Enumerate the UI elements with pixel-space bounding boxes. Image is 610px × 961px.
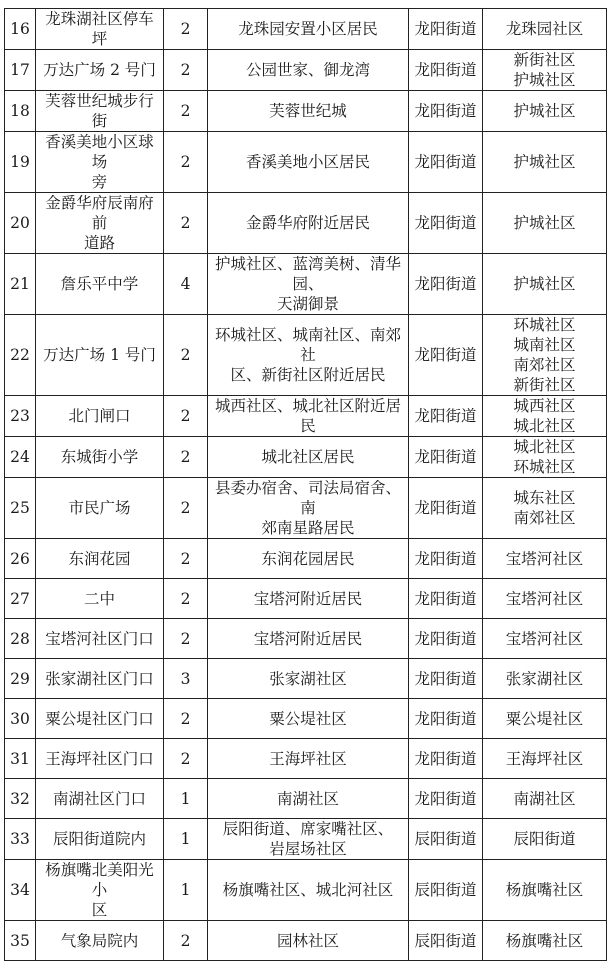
comm-line: 环城社区 — [513, 458, 576, 476]
loc-line: 万达广场 1 号门 — [43, 346, 156, 364]
row-number: 34 — [5, 860, 36, 921]
loc-line: 区 — [91, 901, 108, 919]
street-cell: 龙阳街道 — [409, 315, 483, 396]
loc-line: 杨旗嘴北美阳光小 — [45, 861, 154, 899]
table-row — [5, 50, 607, 91]
table-row — [5, 91, 607, 132]
location-cell — [36, 819, 164, 860]
row-number: 16 — [5, 9, 36, 50]
res-line: 东润花园居民 — [261, 549, 355, 568]
street-cell: 龙阳街道 — [409, 50, 483, 91]
row-number: 21 — [5, 254, 36, 315]
comm-line: 护城社区 — [513, 71, 576, 89]
comm-line: 城北社区 — [513, 417, 576, 435]
comm-line: 护城社区 — [513, 102, 576, 120]
table-row — [5, 619, 607, 659]
community-cell — [483, 396, 607, 437]
location-cell — [36, 779, 164, 819]
location-cell — [36, 50, 164, 91]
res-line: 郊南星路居民 — [261, 519, 355, 537]
comm-line: 城南社区 — [513, 336, 576, 354]
table-row — [5, 699, 607, 739]
row-number: 28 — [5, 619, 36, 659]
row-number: 26 — [5, 539, 36, 579]
res-line: 王海坪社区 — [269, 749, 347, 768]
table-row — [5, 739, 607, 779]
location-cell — [36, 396, 164, 437]
comm-line: 宝塔河社区 — [505, 549, 584, 568]
table-row — [5, 315, 607, 396]
table-row — [5, 579, 607, 619]
res-line: 园林社区 — [276, 931, 339, 950]
table-row — [5, 9, 607, 50]
street-cell: 龙阳街道 — [409, 739, 483, 779]
loc-line: 龙珠湖社区停车坪 — [45, 10, 154, 48]
location-cell — [36, 699, 164, 739]
comm-line: 南郊社区 — [513, 509, 576, 527]
street-cell: 辰阳街道 — [409, 819, 483, 860]
comm-line: 新街社区 — [513, 51, 576, 69]
count-cell: 3 — [164, 659, 208, 699]
community-cell — [483, 91, 607, 132]
table-row — [5, 437, 607, 478]
community-cell — [483, 254, 607, 315]
street-cell: 辰阳街道 — [409, 860, 483, 921]
table-row — [5, 478, 607, 539]
res-line: 护城社区、蓝湾美树、清华园、 — [214, 255, 401, 293]
community-cell — [483, 739, 607, 779]
location-cell — [36, 739, 164, 779]
table-row — [5, 193, 607, 254]
res-line: 岩屋场社区 — [269, 840, 347, 858]
table-row — [5, 921, 607, 961]
count-cell: 1 — [164, 779, 208, 819]
loc-line: 南湖社区门口 — [52, 789, 146, 808]
community-cell — [483, 193, 607, 254]
street-cell: 龙阳街道 — [409, 699, 483, 739]
table-body — [5, 9, 607, 961]
residents-cell — [208, 921, 409, 961]
row-number: 30 — [5, 699, 36, 739]
res-line: 辰阳街道、席家嘴社区、 — [222, 820, 394, 838]
res-line: 杨旗嘴社区、城北河社区 — [222, 881, 394, 899]
loc-line: 市民广场 — [68, 499, 131, 517]
row-number: 27 — [5, 579, 36, 619]
loc-line: 万达广场 2 号门 — [43, 61, 156, 79]
residents-cell — [208, 539, 409, 579]
count-cell: 2 — [164, 9, 208, 50]
row-number: 29 — [5, 659, 36, 699]
count-cell: 2 — [164, 739, 208, 779]
community-cell — [483, 699, 607, 739]
comm-line: 宝塔河社区 — [505, 589, 584, 608]
res-line: 环城社区、城南社区、南郊社 — [214, 326, 401, 364]
community-cell — [483, 860, 607, 921]
count-cell: 2 — [164, 539, 208, 579]
loc-line: 王海坪社区门口 — [45, 749, 154, 768]
comm-line: 环城社区 — [513, 316, 576, 334]
row-number: 31 — [5, 739, 36, 779]
residents-cell — [208, 9, 409, 50]
street-cell: 龙阳街道 — [409, 437, 483, 478]
loc-line: 张家湖社区门口 — [45, 669, 154, 688]
community-cell — [483, 9, 607, 50]
street-cell: 龙阳街道 — [409, 579, 483, 619]
street-cell: 龙阳街道 — [409, 132, 483, 193]
residents-cell — [208, 619, 409, 659]
loc-line: 东城街小学 — [60, 448, 139, 466]
residents-cell — [208, 193, 409, 254]
comm-line: 护城社区 — [513, 214, 576, 232]
community-cell — [483, 619, 607, 659]
count-cell: 2 — [164, 478, 208, 539]
res-line: 天湖御景 — [276, 295, 339, 313]
table-row — [5, 539, 607, 579]
res-line: 金爵华府附近居民 — [245, 214, 370, 232]
table-row — [5, 254, 607, 315]
street-cell: 龙阳街道 — [409, 396, 483, 437]
residents-cell — [208, 579, 409, 619]
street-cell: 龙阳街道 — [409, 539, 483, 579]
count-cell: 2 — [164, 699, 208, 739]
street-cell: 龙阳街道 — [409, 91, 483, 132]
residents-cell — [208, 478, 409, 539]
comm-line: 宝塔河社区 — [505, 629, 584, 648]
row-number: 23 — [5, 396, 36, 437]
location-cell — [36, 254, 164, 315]
loc-line: 香溪美地小区球场 — [45, 133, 154, 171]
res-line: 南湖社区 — [276, 789, 339, 808]
community-cell — [483, 132, 607, 193]
community-cell — [483, 539, 607, 579]
community-cell — [483, 579, 607, 619]
residents-cell — [208, 819, 409, 860]
res-line: 香溪美地小区居民 — [245, 153, 370, 171]
count-cell: 2 — [164, 91, 208, 132]
comm-line: 护城社区 — [513, 275, 576, 293]
residents-cell — [208, 132, 409, 193]
residents-cell — [208, 315, 409, 396]
table-row — [5, 132, 607, 193]
loc-line: 道路 — [83, 234, 115, 252]
row-number: 32 — [5, 779, 36, 819]
location-cell — [36, 921, 164, 961]
residents-cell — [208, 739, 409, 779]
community-cell — [483, 921, 607, 961]
residents-cell — [208, 91, 409, 132]
count-cell: 1 — [164, 819, 208, 860]
count-cell: 2 — [164, 50, 208, 91]
count-cell: 2 — [164, 437, 208, 478]
street-cell: 龙阳街道 — [409, 779, 483, 819]
residents-cell — [208, 699, 409, 739]
res-line: 张家湖社区 — [269, 669, 347, 688]
comm-line: 杨旗嘴社区 — [505, 931, 584, 950]
loc-line: 詹乐平中学 — [60, 275, 139, 293]
residents-cell — [208, 437, 409, 478]
location-cell — [36, 437, 164, 478]
residents-cell — [208, 860, 409, 921]
res-line: 龙珠园安置小区居民 — [238, 20, 378, 38]
street-cell: 辰阳街道 — [409, 921, 483, 961]
res-line: 区、新街社区附近居民 — [230, 366, 386, 384]
count-cell: 2 — [164, 579, 208, 619]
row-number: 20 — [5, 193, 36, 254]
row-number: 24 — [5, 437, 36, 478]
residents-cell — [208, 779, 409, 819]
res-line: 城西社区、城北社区附近居民 — [214, 397, 401, 435]
comm-line: 城西社区 — [513, 397, 576, 415]
location-cell — [36, 315, 164, 396]
street-cell: 龙阳街道 — [409, 619, 483, 659]
comm-line: 张家湖社区 — [505, 669, 584, 688]
location-cell — [36, 659, 164, 699]
count-cell: 2 — [164, 396, 208, 437]
res-line: 城北社区居民 — [261, 448, 355, 466]
community-cell — [483, 50, 607, 91]
table-row — [5, 860, 607, 921]
residents-cell — [208, 254, 409, 315]
count-cell: 2 — [164, 315, 208, 396]
community-cell — [483, 779, 607, 819]
loc-line: 芙蓉世纪城步行街 — [45, 92, 154, 130]
residents-cell — [208, 396, 409, 437]
comm-line: 龙珠园社区 — [505, 20, 584, 38]
res-line: 宝塔河附近居民 — [253, 589, 363, 608]
row-number: 18 — [5, 91, 36, 132]
loc-line: 气象局院内 — [60, 931, 139, 950]
table-row — [5, 396, 607, 437]
res-line: 公园世家、御龙湾 — [245, 61, 370, 79]
count-cell: 2 — [164, 193, 208, 254]
location-cell — [36, 619, 164, 659]
location-cell — [36, 9, 164, 50]
comm-line: 王海坪社区 — [505, 749, 584, 768]
street-cell: 龙阳街道 — [409, 478, 483, 539]
street-cell: 龙阳街道 — [409, 254, 483, 315]
community-cell — [483, 819, 607, 860]
site-table — [4, 8, 607, 961]
location-cell — [36, 132, 164, 193]
loc-line: 旁 — [91, 173, 108, 191]
res-line: 宝塔河附近居民 — [253, 629, 363, 648]
count-cell: 2 — [164, 619, 208, 659]
count-cell: 2 — [164, 132, 208, 193]
row-number: 33 — [5, 819, 36, 860]
comm-line: 城东社区 — [513, 489, 576, 507]
loc-line: 宝塔河社区门口 — [45, 629, 154, 648]
community-cell — [483, 315, 607, 396]
loc-line: 金爵华府辰南府前 — [45, 194, 154, 232]
res-line: 芙蓉世纪城 — [269, 102, 347, 120]
street-cell: 龙阳街道 — [409, 659, 483, 699]
community-cell — [483, 437, 607, 478]
community-cell — [483, 659, 607, 699]
loc-line: 二中 — [83, 589, 115, 608]
loc-line: 北门闸口 — [68, 407, 131, 425]
comm-line: 辰阳街道 — [513, 830, 576, 848]
res-line: 县委办宿舍、司法局宿舍、南 — [214, 479, 401, 517]
comm-line: 新街社区 — [513, 376, 576, 394]
loc-line: 辰阳街道院内 — [52, 830, 146, 848]
comm-line: 粟公堤社区 — [505, 709, 584, 728]
row-number: 17 — [5, 50, 36, 91]
location-cell — [36, 478, 164, 539]
location-cell — [36, 579, 164, 619]
community-cell — [483, 478, 607, 539]
loc-line: 粟公堤社区门口 — [45, 709, 154, 728]
table-row — [5, 779, 607, 819]
count-cell: 1 — [164, 860, 208, 921]
comm-line: 南湖社区 — [513, 789, 576, 808]
count-cell: 4 — [164, 254, 208, 315]
comm-line: 护城社区 — [513, 153, 576, 171]
location-cell — [36, 91, 164, 132]
table-row — [5, 659, 607, 699]
row-number: 22 — [5, 315, 36, 396]
res-line: 粟公堤社区 — [269, 709, 347, 728]
street-cell: 龙阳街道 — [409, 193, 483, 254]
loc-line: 东润花园 — [68, 549, 131, 568]
location-cell — [36, 193, 164, 254]
location-cell — [36, 860, 164, 921]
comm-line: 南郊社区 — [513, 356, 576, 374]
comm-line: 城北社区 — [513, 438, 576, 456]
comm-line: 杨旗嘴社区 — [505, 881, 584, 899]
table-row — [5, 819, 607, 860]
row-number: 19 — [5, 132, 36, 193]
count-cell: 2 — [164, 921, 208, 961]
street-cell: 龙阳街道 — [409, 9, 483, 50]
residents-cell — [208, 50, 409, 91]
row-number: 25 — [5, 478, 36, 539]
location-cell — [36, 539, 164, 579]
row-number: 35 — [5, 921, 36, 961]
residents-cell — [208, 659, 409, 699]
